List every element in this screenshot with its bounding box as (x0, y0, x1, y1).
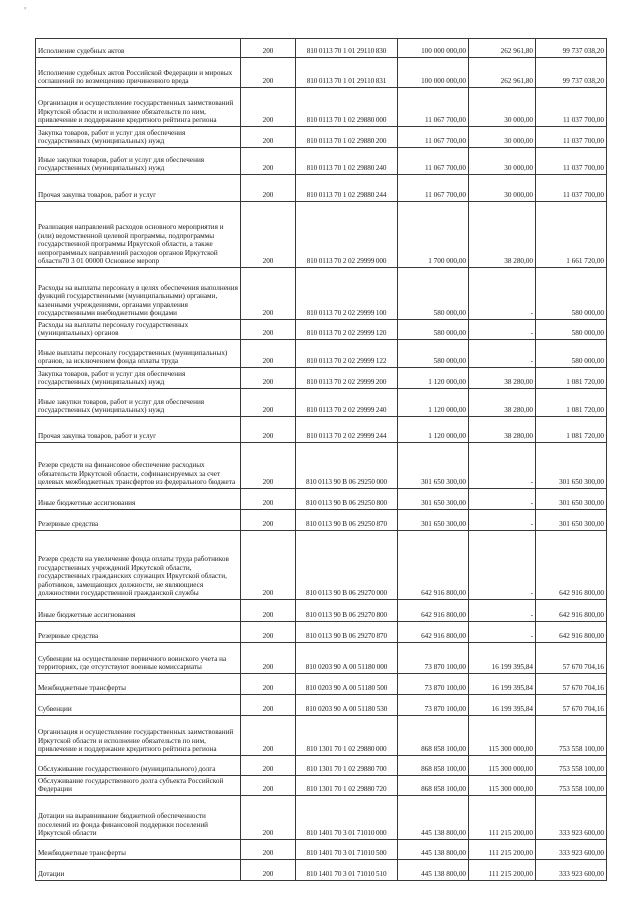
executed-amount-cell: 16 199 395,84 (469, 643, 536, 674)
budget-class-code-cell: 810 0113 90 В 06 29270 870 (296, 622, 398, 643)
admin-code-cell: 200 (241, 796, 296, 840)
admin-code-cell: 200 (241, 860, 296, 881)
budget-class-code-cell: 810 0113 70 1 02 29880 000 (296, 88, 398, 127)
approved-appropriations-cell: 73 870 100,00 (398, 643, 469, 674)
admin-code-cell: 200 (241, 202, 296, 268)
expense-name-cell: Расходы на выплаты персоналу в целях обеспечения выполнения функций государственными (муниципальными) органами, казенными учреждениями, органами управления государственными внебюджетными фондами (36, 268, 241, 320)
expense-name-cell: Дотации на выравнивание бюджетной обеспеченности поселений из фонда финансовой поддержки поселений Иркутской области (36, 796, 241, 840)
approved-appropriations-cell: 11 067 700,00 (398, 127, 469, 148)
budget-class-code-cell: 810 1401 70 3 01 71010 500 (296, 840, 398, 860)
unexecuted-amount-cell: 11 037 700,00 (536, 175, 607, 202)
executed-amount-cell: - (469, 600, 536, 622)
executed-amount-cell: 111 215 200,00 (469, 860, 536, 881)
approved-appropriations-cell: 100 000 000,00 (398, 58, 469, 88)
unexecuted-amount-cell: 57 670 704,16 (536, 695, 607, 716)
executed-amount-cell: 38 280,00 (469, 389, 536, 417)
expense-name-cell: Субвенции на осуществление первичного воинского учета на территориях, где отсутствуют военные комиссариаты (36, 643, 241, 674)
table-row (36, 58, 607, 88)
unexecuted-amount-cell: 99 737 038,20 (536, 58, 607, 88)
unexecuted-amount-cell: 642 916 800,00 (536, 622, 607, 643)
admin-code-cell: 200 (241, 489, 296, 510)
executed-amount-cell: 30 000,00 (469, 127, 536, 148)
scan-corner-mark: ' (24, 6, 27, 15)
executed-amount-cell: 111 215 200,00 (469, 840, 536, 860)
expense-name-cell: Закупка товаров, работ и услуг для обеспечения государственных (муниципальных) нужд (36, 127, 241, 148)
unexecuted-amount-cell: 1 081 720,00 (536, 389, 607, 417)
expense-name-cell: Субвенции (36, 695, 241, 716)
table-row (36, 756, 607, 776)
admin-code-cell: 200 (241, 368, 296, 389)
unexecuted-amount-cell: 580 000,00 (536, 340, 607, 368)
approved-appropriations-cell: 100 000 000,00 (398, 39, 469, 58)
executed-amount-cell: 115 300 000,00 (469, 776, 536, 796)
executed-amount-cell: - (469, 320, 536, 340)
executed-amount-cell: 111 215 200,00 (469, 796, 536, 840)
budget-class-code-cell: 810 0113 90 В 06 29270 000 (296, 531, 398, 600)
table-row (36, 368, 607, 389)
expense-name-cell: Межбюджетные трансферты (36, 674, 241, 695)
approved-appropriations-cell: 73 870 100,00 (398, 674, 469, 695)
expense-name-cell: Обслуживание государственного долга субъекта Российской Федерации (36, 776, 241, 796)
expense-name-cell: Расходы на выплаты персоналу государственных (муниципальных) органов (36, 320, 241, 340)
executed-amount-cell: 38 280,00 (469, 368, 536, 389)
budget-class-code-cell: 810 0113 70 2 02 29999 122 (296, 340, 398, 368)
admin-code-cell: 200 (241, 127, 296, 148)
unexecuted-amount-cell: 753 558 100,00 (536, 716, 607, 756)
approved-appropriations-cell: 445 138 800,00 (398, 796, 469, 840)
admin-code-cell: 200 (241, 148, 296, 175)
unexecuted-amount-cell: 301 650 300,00 (536, 510, 607, 531)
unexecuted-amount-cell: 333 923 600,00 (536, 840, 607, 860)
admin-code-cell: 200 (241, 510, 296, 531)
admin-code-cell: 200 (241, 320, 296, 340)
expense-name-cell: Исполнение судебных актов (36, 39, 241, 58)
table-row (36, 148, 607, 175)
table-row (36, 643, 607, 674)
approved-appropriations-cell: 301 650 300,00 (398, 443, 469, 489)
table-row (36, 417, 607, 443)
unexecuted-amount-cell: 1 081 720,00 (536, 417, 607, 443)
expense-name-cell: Иные закупки товаров, работ и услуг для обеспечения государственных (муниципальных) нужд (36, 148, 241, 175)
admin-code-cell: 200 (241, 417, 296, 443)
unexecuted-amount-cell: 301 650 300,00 (536, 489, 607, 510)
approved-appropriations-cell: 301 650 300,00 (398, 489, 469, 510)
executed-amount-cell: 16 199 395,84 (469, 674, 536, 695)
expense-name-cell: Обслуживание государственного (муниципального) долга (36, 756, 241, 776)
approved-appropriations-cell: 868 858 100,00 (398, 776, 469, 796)
executed-amount-cell: 115 300 000,00 (469, 756, 536, 776)
approved-appropriations-cell: 580 000,00 (398, 320, 469, 340)
unexecuted-amount-cell: 11 037 700,00 (536, 148, 607, 175)
budget-table-body (36, 39, 607, 881)
budget-class-code-cell: 810 0113 90 В 06 29270 800 (296, 600, 398, 622)
table-row (36, 840, 607, 860)
admin-code-cell: 200 (241, 840, 296, 860)
unexecuted-amount-cell: 580 000,00 (536, 268, 607, 320)
approved-appropriations-cell: 1 700 000,00 (398, 202, 469, 268)
approved-appropriations-cell: 580 000,00 (398, 340, 469, 368)
budget-class-code-cell: 810 0113 70 2 02 29999 240 (296, 389, 398, 417)
approved-appropriations-cell: 642 916 800,00 (398, 531, 469, 600)
admin-code-cell: 200 (241, 716, 296, 756)
unexecuted-amount-cell: 580 000,00 (536, 320, 607, 340)
table-row (36, 320, 607, 340)
approved-appropriations-cell: 1 120 000,00 (398, 417, 469, 443)
executed-amount-cell: 38 280,00 (469, 417, 536, 443)
table-row (36, 716, 607, 756)
budget-class-code-cell: 810 0113 70 1 02 29880 200 (296, 127, 398, 148)
expense-name-cell: Реализация направлений расходов основного мероприятия и (или) ведомственной целевой программы, подпрограммы государственной программы Иркутской области, а также непрограммных направлений расходов органов Иркутской области70 3 01 00000 Основное меропр (36, 202, 241, 268)
admin-code-cell: 200 (241, 443, 296, 489)
approved-appropriations-cell: 642 916 800,00 (398, 622, 469, 643)
admin-code-cell: 200 (241, 600, 296, 622)
expense-name-cell: Иные бюджетные ассигнования (36, 600, 241, 622)
table-row (36, 600, 607, 622)
table-row (36, 510, 607, 531)
budget-class-code-cell: 810 0113 90 В 06 29250 870 (296, 510, 398, 531)
budget-class-code-cell: 810 0113 70 1 02 29880 240 (296, 148, 398, 175)
approved-appropriations-cell: 868 858 100,00 (398, 716, 469, 756)
admin-code-cell: 200 (241, 776, 296, 796)
table-row (36, 88, 607, 127)
table-row (36, 202, 607, 268)
table-row (36, 796, 607, 840)
budget-class-code-cell: 810 0203 90 А 00 51180 500 (296, 674, 398, 695)
expense-name-cell: Иные закупки товаров, работ и услуг для обеспечения государственных (муниципальных) нужд (36, 389, 241, 417)
expense-name-cell: Организация и осуществление государственных заимствований Иркутской области и исполнение обязательств по ним, привлечение и поддержание кредитного рейтинга региона (36, 88, 241, 127)
executed-amount-cell: - (469, 340, 536, 368)
budget-class-code-cell: 810 0113 70 2 02 29999 000 (296, 202, 398, 268)
table-row (36, 622, 607, 643)
budget-class-code-cell: 810 0113 70 1 02 29880 244 (296, 175, 398, 202)
executed-amount-cell: 115 300 000,00 (469, 716, 536, 756)
unexecuted-amount-cell: 11 037 700,00 (536, 88, 607, 127)
executed-amount-cell: 16 199 395,84 (469, 695, 536, 716)
approved-appropriations-cell: 73 870 100,00 (398, 695, 469, 716)
admin-code-cell: 200 (241, 268, 296, 320)
expense-name-cell: Дотации (36, 860, 241, 881)
admin-code-cell: 200 (241, 340, 296, 368)
admin-code-cell: 200 (241, 88, 296, 127)
unexecuted-amount-cell: 1 081 720,00 (536, 368, 607, 389)
table-row (36, 531, 607, 600)
budget-class-code-cell: 810 0113 70 2 02 29999 120 (296, 320, 398, 340)
executed-amount-cell: - (469, 443, 536, 489)
approved-appropriations-cell: 445 138 800,00 (398, 840, 469, 860)
approved-appropriations-cell: 868 858 100,00 (398, 756, 469, 776)
expense-name-cell: Прочая закупка товаров, работ и услуг (36, 175, 241, 202)
budget-class-code-cell: 810 0113 70 2 02 29999 100 (296, 268, 398, 320)
budget-class-code-cell: 810 0113 90 В 06 29250 000 (296, 443, 398, 489)
table-row (36, 489, 607, 510)
unexecuted-amount-cell: 333 923 600,00 (536, 860, 607, 881)
approved-appropriations-cell: 301 650 300,00 (398, 510, 469, 531)
unexecuted-amount-cell: 57 670 704,16 (536, 674, 607, 695)
budget-class-code-cell: 810 1301 70 1 02 29880 720 (296, 776, 398, 796)
approved-appropriations-cell: 1 120 000,00 (398, 389, 469, 417)
table-row (36, 340, 607, 368)
budget-class-code-cell: 810 0203 90 А 00 51180 530 (296, 695, 398, 716)
admin-code-cell: 200 (241, 39, 296, 58)
executed-amount-cell: 262 961,80 (469, 39, 536, 58)
budget-class-code-cell: 810 0113 70 1 01 29110 831 (296, 58, 398, 88)
admin-code-cell: 200 (241, 695, 296, 716)
unexecuted-amount-cell: 57 670 704,16 (536, 643, 607, 674)
table-row (36, 776, 607, 796)
executed-amount-cell: - (469, 622, 536, 643)
budget-class-code-cell: 810 0203 90 А 00 51180 000 (296, 643, 398, 674)
admin-code-cell: 200 (241, 622, 296, 643)
unexecuted-amount-cell: 1 661 720,00 (536, 202, 607, 268)
expense-name-cell: Закупка товаров, работ и услуг для обеспечения государственных (муниципальных) нужд (36, 368, 241, 389)
executed-amount-cell: - (469, 489, 536, 510)
admin-code-cell: 200 (241, 674, 296, 695)
expense-name-cell: Иные выплаты персоналу государственных (муниципальных) органов, за исключением фонда оплаты труда (36, 340, 241, 368)
executed-amount-cell: 38 280,00 (469, 202, 536, 268)
expense-name-cell: Резервные средства (36, 622, 241, 643)
approved-appropriations-cell: 642 916 800,00 (398, 600, 469, 622)
unexecuted-amount-cell: 753 558 100,00 (536, 756, 607, 776)
budget-class-code-cell: 810 0113 70 2 02 29999 200 (296, 368, 398, 389)
expense-name-cell: Исполнение судебных актов Российской Федерации и мировых соглашений по возмещению причиненного вреда (36, 58, 241, 88)
admin-code-cell: 200 (241, 175, 296, 202)
expense-name-cell: Межбюджетные трансферты (36, 840, 241, 860)
approved-appropriations-cell: 11 067 700,00 (398, 88, 469, 127)
executed-amount-cell: - (469, 268, 536, 320)
unexecuted-amount-cell: 99 737 038,20 (536, 39, 607, 58)
approved-appropriations-cell: 11 067 700,00 (398, 148, 469, 175)
budget-execution-table (35, 38, 607, 881)
approved-appropriations-cell: 1 120 000,00 (398, 368, 469, 389)
executed-amount-cell: 30 000,00 (469, 175, 536, 202)
unexecuted-amount-cell: 642 916 800,00 (536, 600, 607, 622)
executed-amount-cell: - (469, 510, 536, 531)
expense-name-cell: Резервные средства (36, 510, 241, 531)
unexecuted-amount-cell: 301 650 300,00 (536, 443, 607, 489)
table-row (36, 39, 607, 58)
table-row (36, 695, 607, 716)
table-row (36, 268, 607, 320)
expense-name-cell: Организация и осуществление государственных заимствований Иркутской области и исполнение обязательств по ним, привлечение и поддержание кредитного рейтинга региона (36, 716, 241, 756)
table-row (36, 127, 607, 148)
budget-class-code-cell: 810 0113 70 2 02 29999 244 (296, 417, 398, 443)
budget-class-code-cell: 810 1401 70 3 01 71010 510 (296, 860, 398, 881)
admin-code-cell: 200 (241, 643, 296, 674)
expense-name-cell: Резерв средств на финансовое обеспечение расходных обязательств Иркутской области, софинансируемых за счет целевых межбюджетных трансфертов из федерального бюджета (36, 443, 241, 489)
expense-name-cell: Иные бюджетные ассигнования (36, 489, 241, 510)
table-row (36, 175, 607, 202)
budget-class-code-cell: 810 0113 70 1 01 29110 830 (296, 39, 398, 58)
expense-name-cell: Резерв средств на увеличение фонда оплаты труда работников государственных учреждений Иркутской области, государственных гражданских служащих Иркутской области, работников, замещающих должности, не являющиеся должностями государственной гражданской службы (36, 531, 241, 600)
budget-class-code-cell: 810 1301 70 1 02 29880 000 (296, 716, 398, 756)
admin-code-cell: 200 (241, 756, 296, 776)
table-row (36, 389, 607, 417)
executed-amount-cell: 30 000,00 (469, 88, 536, 127)
approved-appropriations-cell: 11 067 700,00 (398, 175, 469, 202)
budget-class-code-cell: 810 1301 70 1 02 29880 700 (296, 756, 398, 776)
budget-class-code-cell: 810 1401 70 3 01 71010 000 (296, 796, 398, 840)
executed-amount-cell: - (469, 531, 536, 600)
budget-class-code-cell: 810 0113 90 В 06 29250 800 (296, 489, 398, 510)
table-row (36, 674, 607, 695)
admin-code-cell: 200 (241, 531, 296, 600)
unexecuted-amount-cell: 333 923 600,00 (536, 796, 607, 840)
table-row (36, 443, 607, 489)
table-row (36, 860, 607, 881)
approved-appropriations-cell: 580 000,00 (398, 268, 469, 320)
expense-name-cell: Прочая закупка товаров, работ и услуг (36, 417, 241, 443)
admin-code-cell: 200 (241, 389, 296, 417)
admin-code-cell: 200 (241, 58, 296, 88)
executed-amount-cell: 262 961,80 (469, 58, 536, 88)
executed-amount-cell: 30 000,00 (469, 148, 536, 175)
approved-appropriations-cell: 445 138 800,00 (398, 860, 469, 881)
unexecuted-amount-cell: 753 558 100,00 (536, 776, 607, 796)
unexecuted-amount-cell: 11 037 700,00 (536, 127, 607, 148)
unexecuted-amount-cell: 642 916 800,00 (536, 531, 607, 600)
